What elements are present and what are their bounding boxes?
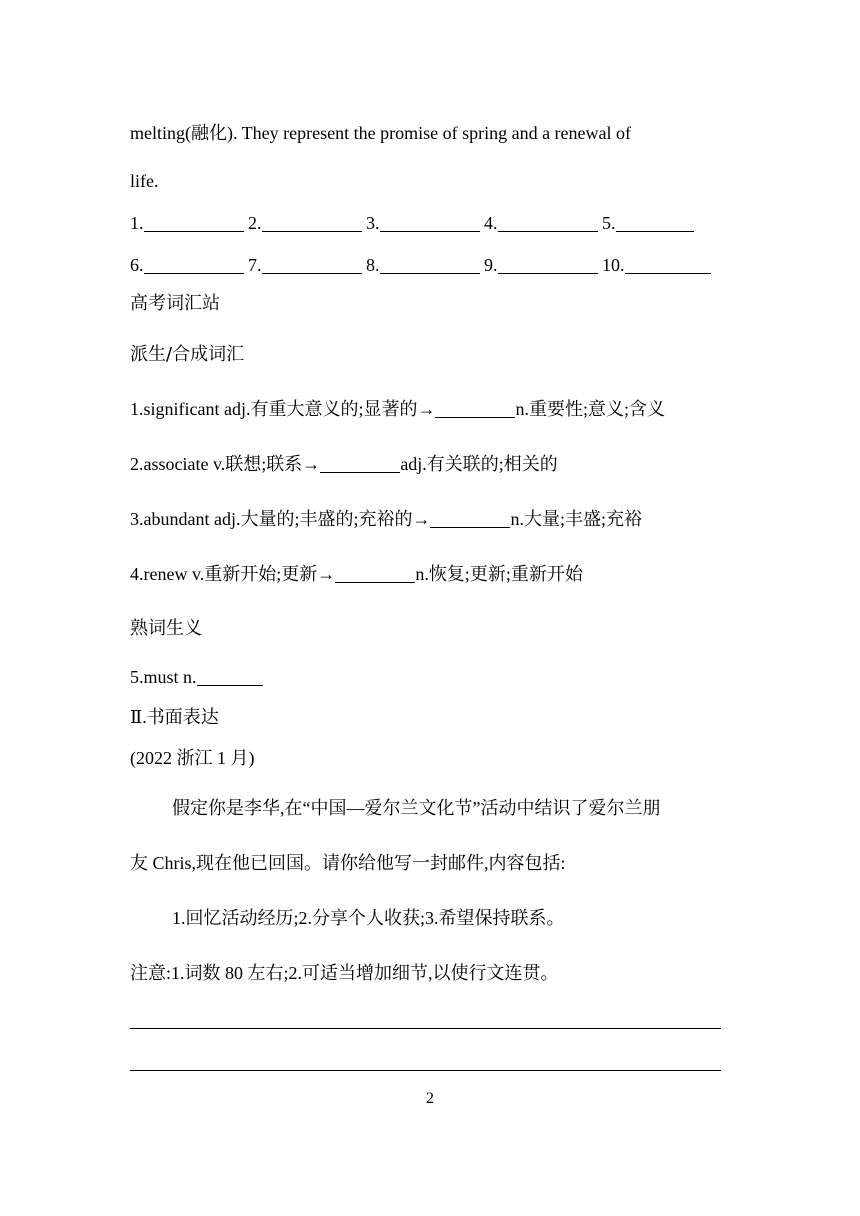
vocab-item-stem: 5.must n. (130, 667, 197, 687)
vocab-item-4 (130, 562, 583, 586)
writing-prompt-line-1: 假定你是李华,在“中国—爱尔兰文化节”活动中结识了爱尔兰朋 (172, 798, 661, 818)
writing-answer-line[interactable] (130, 1028, 721, 1029)
vocab-item-stem: 4.renew v.重新开始;更新→ (130, 564, 336, 584)
answer-blank[interactable] (380, 255, 480, 274)
answer-blank[interactable] (498, 213, 598, 232)
answer-label: 6. (130, 255, 144, 275)
vocab-item-gloss: n.大量;丰盛;充裕 (510, 509, 642, 529)
writing-source: (2022 浙江 1 月) (130, 748, 255, 768)
answer-blank[interactable] (262, 213, 362, 232)
answer-label: 4. (484, 213, 498, 233)
answer-blank[interactable] (144, 255, 244, 274)
vocab-section-title: 高考词汇站 (130, 293, 220, 314)
answer-blank[interactable] (262, 255, 362, 274)
familiar-words-title: 熟词生义 (130, 618, 202, 639)
answer-label: 9. (484, 255, 498, 275)
answer-blank[interactable] (144, 213, 244, 232)
vocab-blank[interactable] (335, 564, 415, 583)
vocab-item-gloss: n.重要性;意义;含义 (515, 399, 665, 419)
answer-label: 1. (130, 213, 144, 233)
answer-row-2 (130, 253, 711, 277)
vocab-item-3 (130, 507, 642, 531)
answer-label: 7. (248, 255, 262, 275)
writing-notes: 注意:1.词数 80 左右;2.可适当增加细节,以使行文连贯。 (130, 963, 559, 983)
derived-words-title: 派生/合成词汇 (130, 344, 245, 365)
vocab-item-stem: 1.significant adj.有重大意义的;显著的→ (130, 399, 436, 419)
answer-blank[interactable] (625, 255, 711, 274)
answer-blank[interactable] (498, 255, 598, 274)
vocab-item-gloss: n.恢复;更新;重新开始 (415, 564, 583, 584)
writing-prompt-line-2: 友 Chris,现在他已回国。请你给他写一封邮件,内容包括: (130, 853, 566, 873)
vocab-item-5 (130, 665, 263, 689)
writing-content-points: 1.回忆活动经历;2.分享个人收获;3.希望保持联系。 (172, 908, 565, 928)
passage-line-1: melting(融化). They represent the promise of spring and a renewal of (130, 123, 632, 143)
writing-answer-line[interactable] (130, 1070, 721, 1071)
vocab-blank[interactable] (430, 509, 510, 528)
vocab-blank[interactable] (197, 667, 263, 686)
answer-row-1 (130, 211, 694, 235)
answer-label: 3. (366, 213, 380, 233)
vocab-item-stem: 2.associate v.联想;联系→ (130, 454, 321, 474)
vocab-blank[interactable] (435, 399, 515, 418)
answer-blank[interactable] (616, 213, 694, 232)
vocab-item-stem: 3.abundant adj.大量的;丰盛的;充裕的→ (130, 509, 431, 529)
passage-line-2: life. (130, 171, 159, 191)
answer-label: 8. (366, 255, 380, 275)
answer-blank[interactable] (380, 213, 480, 232)
answer-label: 10. (602, 255, 625, 275)
vocab-item-2 (130, 452, 558, 476)
vocab-item-gloss: adj.有关联的;相关的 (400, 454, 558, 474)
answer-label: 5. (602, 213, 616, 233)
writing-section-title: Ⅱ.书面表达 (130, 707, 219, 727)
vocab-blank[interactable] (320, 454, 400, 473)
vocab-item-1 (130, 397, 665, 421)
page-number: 2 (426, 1090, 434, 1107)
answer-label: 2. (248, 213, 262, 233)
